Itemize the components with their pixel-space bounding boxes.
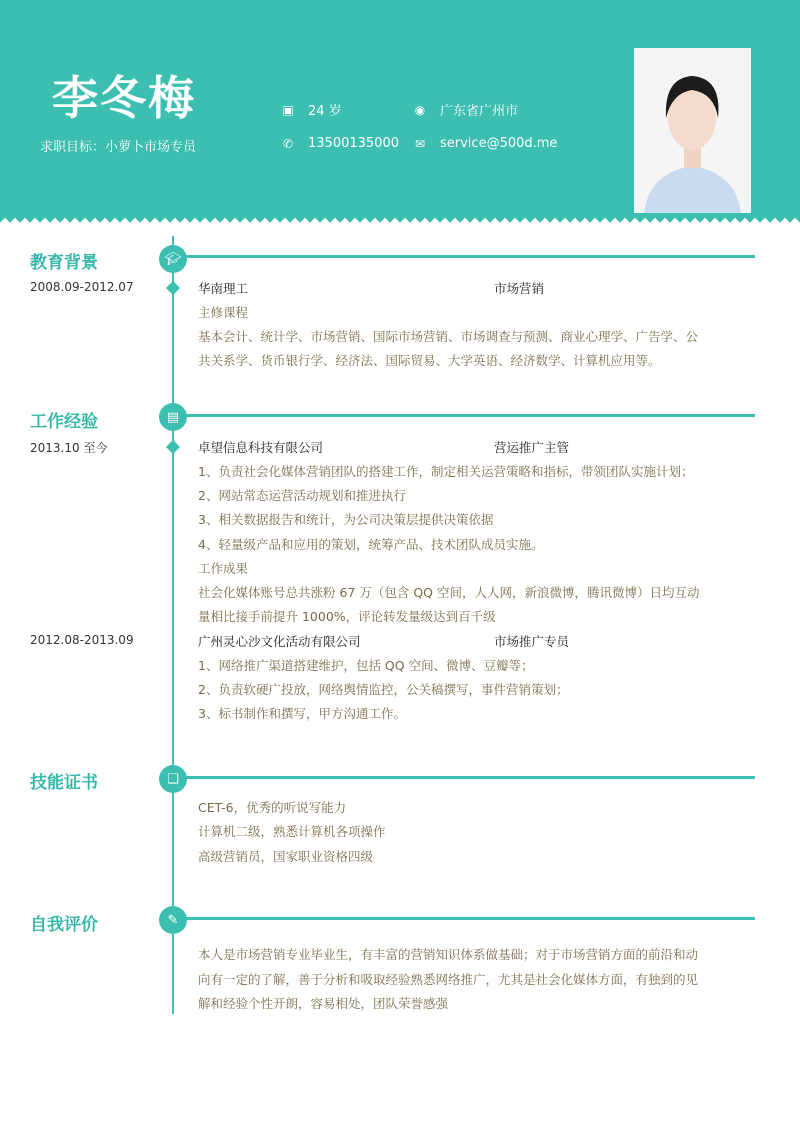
job-line: 4、轻量级产品和应用的策划，统筹产品、技术团队成员实施。 xyxy=(198,537,544,552)
job-line: 工作成果 xyxy=(198,561,249,576)
phone-info xyxy=(280,136,399,151)
self-evaluation-line: 本人是市场营销专业毕业生，有丰富的营销知识体系做基础；对于市场营销方面的前沿和动 xyxy=(198,947,699,962)
courses-line: 基本会计、统计学、市场营销、国际市场营销、市场调查与预测、商业心理学、广告学、公 xyxy=(198,329,699,344)
email: service@500d.me xyxy=(440,136,558,151)
courses-line: 共关系学、货币银行学、经济法、国际贸易、大学英语、经济数学、计算机应用等。 xyxy=(198,353,661,368)
section-title-skills: 技能证书 xyxy=(30,773,98,793)
location-pin-icon: ◉ xyxy=(414,102,426,117)
job-goal: 求职目标：小萝卜市场专员 xyxy=(40,140,197,155)
job-line: 1、网络推广渠道搭建维护，包括 QQ 空间、微博、豆瓣等； xyxy=(198,658,534,673)
job-role: 市场推广专员 xyxy=(494,634,570,649)
skill-item: 高级营销员，国家职业资格四级 xyxy=(198,849,374,864)
candidate-name: 李冬梅 xyxy=(52,71,196,125)
mail-icon: ✉ xyxy=(414,136,426,151)
phone: 13500135000 xyxy=(308,136,399,151)
school-name: 华南理工 xyxy=(198,281,249,296)
job-line: 2、网站常态运营活动规划和推进执行 xyxy=(198,488,406,503)
self-evaluation-line: 向有一定的了解，善于分析和吸取经验熟悉网络推广，尤其是社会化媒体方面，有独到的见 xyxy=(198,972,699,987)
book-icon: ❏ xyxy=(159,765,187,793)
profile-photo xyxy=(634,48,751,213)
section-title-self-evaluation: 自我评价 xyxy=(30,915,98,935)
job-line: 量相比接手前提升 1000%，评论转发量级达到百千级 xyxy=(198,609,496,624)
edit-icon: ✎ xyxy=(159,906,187,934)
section-divider xyxy=(185,414,755,417)
job-line: 社会化媒体账号总共涨粉 67 万（包含 QQ 空间，人人网，新浪微博，腾讯微博）日均互动 xyxy=(198,585,700,600)
age-info xyxy=(280,100,342,119)
job-date: 2013.10 至今 xyxy=(30,441,108,455)
job-line: 3、标书制作和撰写，甲方沟通工作。 xyxy=(198,706,406,721)
id-card-icon: ▤ xyxy=(159,403,187,431)
major: 市场营销 xyxy=(494,281,545,296)
section-title-education: 教育背景 xyxy=(30,253,98,273)
section-divider xyxy=(185,255,755,258)
company-name: 卓望信息科技有限公司 xyxy=(198,440,324,455)
self-evaluation-line: 解和经验个性开朗，容易相处，团队荣誉感强 xyxy=(198,996,449,1011)
job-role: 营运推广主管 xyxy=(494,440,570,455)
calendar-icon: ▣ xyxy=(282,102,294,117)
skill-item: CET-6，优秀的听说写能力 xyxy=(198,800,347,815)
skill-item: 计算机二级，熟悉计算机各项操作 xyxy=(198,824,386,839)
section-divider xyxy=(185,917,755,920)
email-info xyxy=(412,136,557,151)
section-title-work: 工作经验 xyxy=(30,412,98,432)
job-line: 3、相关数据报告和统计，为公司决策层提供决策依据 xyxy=(198,512,494,527)
timeline-marker xyxy=(166,281,180,295)
company-name: 广州灵心沙文化活动有限公司 xyxy=(198,634,361,649)
education-date: 2008.09-2012.07 xyxy=(30,280,134,294)
age: 24 岁 xyxy=(308,104,342,119)
job-date: 2012.08-2013.09 xyxy=(30,633,134,647)
phone-icon: ✆ xyxy=(282,136,294,151)
timeline-line xyxy=(172,236,174,1014)
section-divider xyxy=(185,776,755,779)
zigzag-divider xyxy=(0,216,800,226)
location-info xyxy=(412,100,518,119)
job-line: 2、负责软硬广投放，网络舆情监控，公关稿撰写，事件营销策划； xyxy=(198,682,569,697)
graduation-cap-icon: 🎓︎ xyxy=(159,245,187,273)
courses-label: 主修课程 xyxy=(198,305,249,320)
job-line: 1、负责社会化媒体营销团队的搭建工作，制定相关运营策略和指标，带领团队实施计划； xyxy=(198,464,694,479)
location: 广东省广州市 xyxy=(440,104,519,119)
timeline-marker xyxy=(166,440,180,454)
